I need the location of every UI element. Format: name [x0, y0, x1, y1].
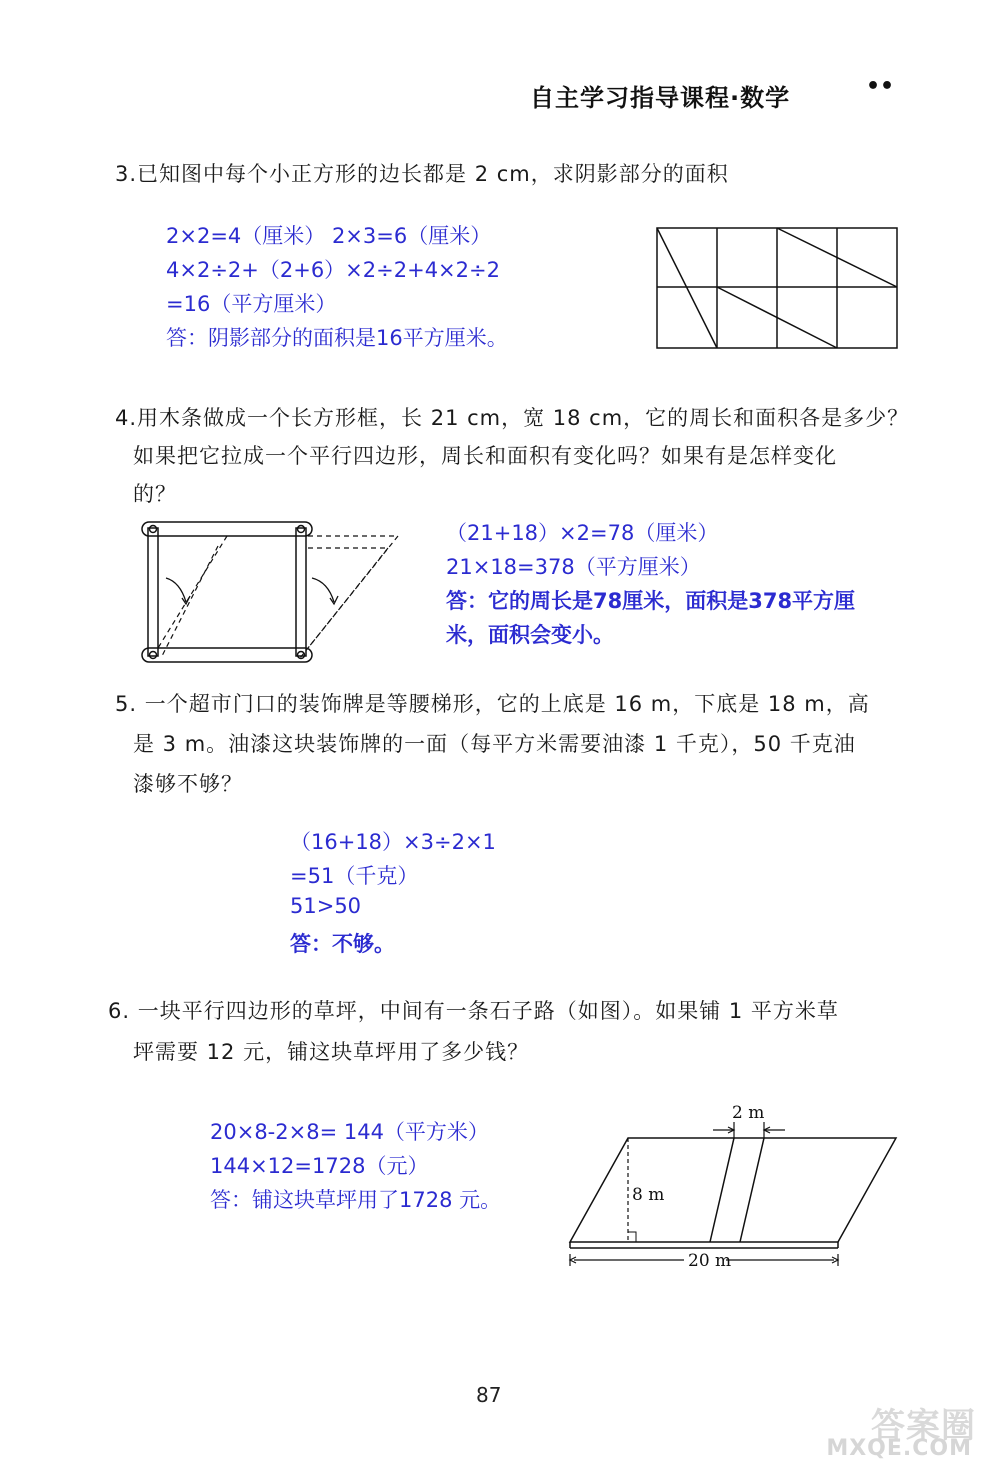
q4-answer-line-4: 米，面积会变小。 [446, 623, 614, 647]
q4-question-line-1: 4.用木条做成一个长方形框，长 21 cm，宽 18 cm，它的周长和面积各是多少？ [115, 406, 910, 430]
q6-question-line-2: 坪需要 12 元，铺这块草坪用了多少钱？ [133, 1040, 530, 1064]
page-header-title: 自主学习指导课程·数学 [530, 84, 791, 112]
q5-answer-line-3: 51>50 [290, 894, 362, 918]
lawn-parallelogram [570, 1138, 896, 1242]
q5-question-line-2: 是 3 m。油漆这块装饰牌的一面（每平方米需要油漆 1 千克），50 千克油 [133, 732, 856, 756]
q4-frame-figure [132, 516, 408, 668]
q3-question: 3.已知图中每个小正方形的边长都是 2 cm，求阴影部分的面积 [115, 162, 729, 186]
path-left-edge [710, 1138, 734, 1242]
q6-question-line-1: 6. 一块平行四边形的草坪，中间有一条石子路（如图）。如果铺 1 平方米草 [108, 999, 839, 1023]
q4-answer-line-2: 21×18=378（平方厘米） [446, 555, 701, 579]
q4-question-line-3: 的？ [133, 482, 177, 506]
q5-question-line-3: 漆够不够？ [133, 772, 243, 796]
q5-answer-line-1: （16+18）×3÷2×1 [290, 830, 496, 854]
q6-lawn-figure [568, 1096, 908, 1274]
shaded-triangle-left-diagonal [657, 228, 717, 348]
header-decoration: •• [866, 74, 895, 99]
page-number: 87 [476, 1383, 502, 1407]
frame-right-bar [296, 528, 306, 656]
frame-bottom-bar [142, 648, 312, 662]
q5-question-line-1: 5. 一个超市门口的装饰牌是等腰梯形，它的上底是 16 m，下底是 18 m，高 [115, 692, 870, 716]
right-angle-mark [628, 1232, 636, 1242]
base-label: 20 m [688, 1251, 732, 1271]
q3-answer-line-2: 4×2÷2+（2+6）×2÷2+4×2÷2 [166, 258, 500, 282]
q4-answer-line-1: （21+18）×2=78（厘米） [446, 521, 719, 545]
pin-top-left [150, 526, 157, 533]
dashed-left-slant-inner [162, 546, 218, 656]
frame-left-bar [148, 528, 158, 656]
path-right-edge [740, 1138, 764, 1242]
q6-answer-line-1: 20×8-2×8= 144（平方米） [210, 1120, 489, 1144]
frame-top-bar [142, 522, 312, 536]
q3-answer-line-4: 答：阴影部分的面积是16平方厘米。 [166, 326, 508, 350]
q3-grid-figure [656, 227, 898, 349]
pin-top-right [298, 526, 305, 533]
q6-answer-line-3: 答：铺这块草坪用了1728 元。 [210, 1188, 502, 1212]
q4-question-line-2: 如果把它拉成一个平行四边形，周长和面积有变化吗？如果有是怎样变化 [133, 444, 837, 468]
q5-answer-line-4: 答：不够。 [290, 932, 395, 956]
watermark-url: MXQE.COM [826, 1436, 972, 1461]
q3-answer-line-3: =16（平方厘米） [166, 292, 337, 316]
watermark-logo-text: 答案圈 [871, 1406, 976, 1446]
dashed-left-slant [158, 536, 227, 648]
q5-answer-line-2: =51（千克） [290, 864, 419, 888]
height-label: 8 m [632, 1185, 665, 1205]
path-width-label: 2 m [732, 1103, 765, 1123]
q4-answer-line-3: 答：它的周长是78厘米，面积是378平方厘 [446, 589, 856, 613]
pin-bottom-left [150, 652, 157, 659]
q3-answer-line-1: 2×2=4（厘米） 2×3=6（厘米） [166, 224, 492, 248]
dashed-right-slant-inner [300, 548, 388, 658]
q6-answer-line-2: 144×12=1728（元） [210, 1154, 429, 1178]
